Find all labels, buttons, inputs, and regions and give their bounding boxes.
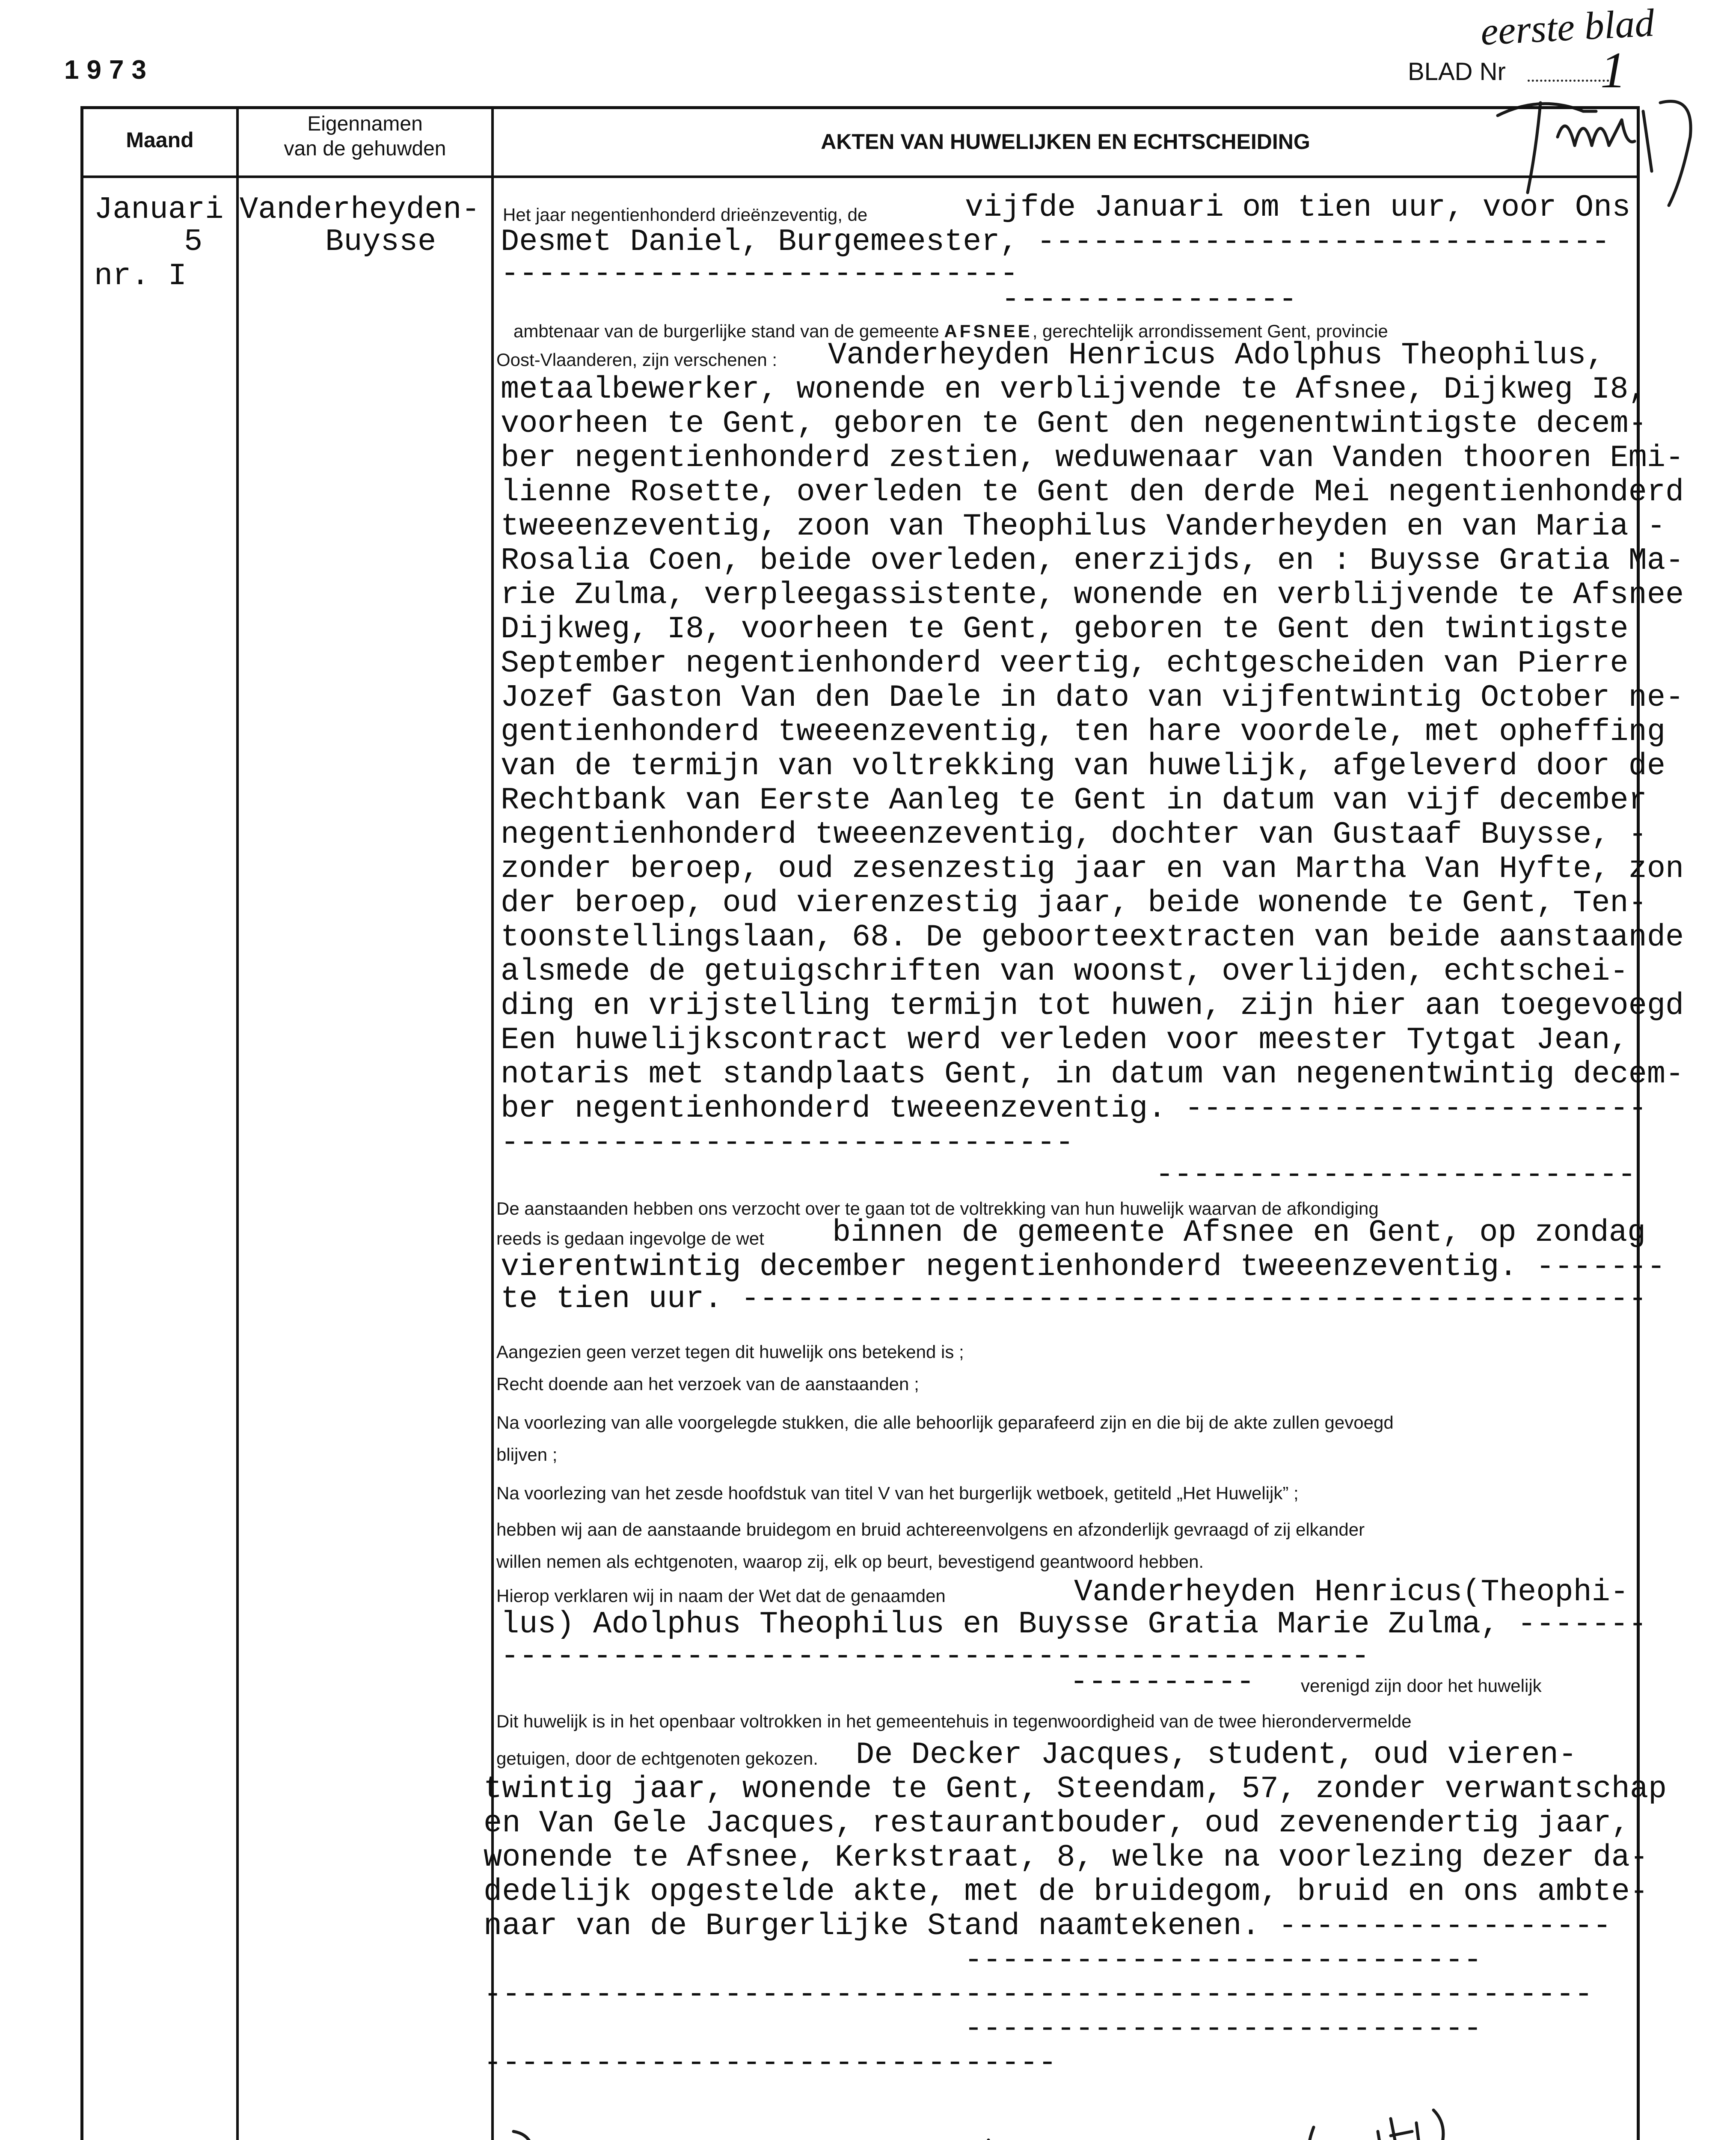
blad-label: BLAD Nr [1408, 58, 1506, 86]
signature-bride [907, 2123, 1147, 2140]
typed-body [501, 372, 1684, 1160]
municipality-name: AFSNEE [944, 321, 1033, 341]
typed-dashes-3: -------------------------- [1155, 1157, 1636, 1192]
printed-line-1: Het jaar negentienhonderd drieënzeventig, de [503, 205, 868, 225]
printed-line-12: willen nemen als echtgenoten, waarop zij, elk op beurt, bevestigend geantwoord hebben. [496, 1552, 1204, 1572]
month-value: Januari [94, 192, 224, 227]
printed-line-16: getuigen, door de echtgenoten gekozen. [496, 1748, 818, 1768]
signature-groom [475, 2119, 809, 2140]
body-line: ------------------------------- [501, 1125, 1074, 1160]
typed-dashes-2: ---------------- [1001, 282, 1297, 317]
header-divider [80, 175, 1640, 178]
body-line: wonende te Afsnee, Kerkstraat, 8, welke na voorlezing dezer da- [484, 1840, 1649, 1875]
body-line: negentienhonderd tweeenzeventig, dochter van Gustaaf Buysse, - [501, 817, 1647, 852]
body-line: zonder beroep, oud zesenzestig jaar en van Martha Van Hyfte, zon [501, 851, 1684, 886]
day-value: 5 [184, 224, 203, 259]
column-divider-1 [236, 106, 239, 2140]
typed-publication-2: vierentwintig december negentienhonderd tweeenzeventig. ------- [501, 1249, 1666, 1284]
printed-line-13: Hierop verklaren wij in naam der Wet dat de genaamden [496, 1586, 946, 1606]
header-maand: Maand [126, 128, 194, 152]
body-line: Dijkweg, I8, voorheen te Gent, geboren te Gent den twintigste [501, 612, 1629, 647]
body-line: toonstellingslaan, 68. De geboorteextracten van beide aanstaande [501, 920, 1684, 955]
printed-line-14: verenigd zijn door het huwelijk [1301, 1676, 1542, 1696]
typed-groom: Vanderheyden Henricus Adolphus Theophilus, [828, 338, 1605, 373]
typed-dashes-5: ---------- [1070, 1664, 1255, 1700]
typed-body-2 [484, 1772, 1667, 2080]
body-line: dedelijk opgestelde akte, met de bruidegom, bruid en ons ambte- [484, 1874, 1649, 1909]
printed-line-5: reeds is gedaan ingevolge de wet [496, 1228, 764, 1248]
body-line: van de termijn van voltrekking van huwelijk, afgeleverd door de [501, 749, 1666, 784]
printed-line-9: blijven ; [496, 1444, 558, 1465]
body-line: en Van Gele Jacques, restaurantbouder, oud zevenendertig jaar, [484, 1806, 1630, 1841]
typed-dashes-1: ---------------------------- [501, 256, 1018, 291]
body-line: metaalbewerker, wonende en verblijvende te Afsnee, Dijkweg I8, [501, 372, 1647, 407]
typed-mayor: Desmet Daniel, Burgemeester, ------------------------------- [501, 224, 1610, 259]
body-line: rie Zulma, verpleegassistente, wonende en verblijvende te Afsnee [501, 577, 1684, 612]
typed-witnesses: De Decker Jacques, student, oud vieren- [856, 1737, 1577, 1772]
spouse-names-1: Vanderheyden- [240, 192, 480, 227]
body-line: ------------------------------- [484, 2045, 1057, 2081]
header-akten: AKTEN VAN HUWELIJKEN EN ECHTSCHEIDING [821, 130, 1310, 154]
body-line: Rosalia Coen, beide overleden, enerzijds, en : Buysse Gratia Ma- [501, 543, 1684, 578]
body-line: September negentienhonderd veertig, echtgescheiden van Pierre [501, 646, 1629, 681]
body-line: Een huwelijkscontract werd verleden voor meester Tytgat Jean, [501, 1022, 1629, 1058]
body-line: alsmede de getuigschriften van woonst, overlijden, echtschei- [501, 954, 1629, 989]
body-line: ber negentienhonderd zestien, weduwenaar van Vanden thooren Emi- [501, 440, 1684, 476]
body-line: ber negentienhonderd tweeenzeventig. ------------------------- [501, 1091, 1647, 1126]
printed-line-2b: , gerechtelijk arrondissement Gent, provincie [1032, 321, 1388, 341]
typed-names: Vanderheyden Henricus(Theophi- [1074, 1575, 1629, 1610]
header-eigennamen-2: van de gehuwden [284, 137, 446, 160]
header-eigennamen: Eigennamen [307, 113, 423, 135]
body-line: tweeenzeventig, zoon van Theophilus Vanderheyden en van Maria - [501, 509, 1666, 544]
body-line: Rechtbank van Eerste Aanleg te Gent in datum van vijf december [501, 783, 1647, 818]
signature-witness-1 [1237, 2093, 1459, 2140]
body-line: ------------------------------------------------------------ [484, 1977, 1593, 2012]
year: 1973 [64, 55, 154, 85]
printed-line-7: Recht doende aan het verzoek van de aanstaanden ; [496, 1374, 919, 1394]
body-line: ding en vrijstelling termijn tot huwen, zijn hier aan toegevoegd [501, 988, 1684, 1023]
body-line: ---------------------------- [484, 2011, 1482, 2046]
body-line: twintig jaar, wonende te Gent, Steendam, 57, zonder verwantschap [484, 1771, 1667, 1807]
printed-line-3: Oost-Vlaanderen, zijn verschenen : [496, 350, 777, 370]
typed-publication-3: te tien uur. ------------------------------------------------- [501, 1281, 1647, 1317]
body-line: naar van de Burgerlijke Stand naamtekenen. ------------------ [484, 1908, 1611, 1944]
margin-note: eerste blad [1479, 0, 1656, 54]
printed-line-4: De aanstaanden hebben ons verzocht over te gaan tot de voltrekking van hun huwelijk waarvan de afkondiging [496, 1198, 1379, 1219]
typed-publication: binnen de gemeente Afsnee en Gent, op zondag [832, 1215, 1646, 1250]
spouse-names-2: Buysse [325, 224, 436, 259]
typed-names-2: lus) Adolphus Theophilus en Buysse Gratia Marie Zulma, ------- [501, 1607, 1647, 1642]
body-line: Jozef Gaston Van den Daele in dato van vijfentwintig October ne- [501, 680, 1684, 715]
printed-line-8: Na voorlezing van alle voorgelegde stukken, die alle behoorlijk geparafeerd zijn en die bij de akte zullen gevoegd [496, 1412, 1394, 1433]
blad-number: 1 [1600, 42, 1626, 98]
body-line: notaris met standplaats Gent, in datum van negenentwintig decem- [501, 1057, 1684, 1092]
body-line: gentienhonderd tweeenzeventig, ten hare voordele, met opheffing [501, 714, 1666, 749]
act-number: nr. I [94, 259, 187, 294]
typed-dashes-4: ----------------------------------------------- [501, 1639, 1370, 1674]
body-line: der beroep, oud vierenzestig jaar, beide wonende te Gent, Ten- [501, 886, 1647, 921]
body-line: voorheen te Gent, geboren te Gent den negenentwintigste decem- [501, 406, 1647, 441]
body-line: lienne Rosette, overleden te Gent den derde Mei negentienhonderd [501, 475, 1684, 510]
printed-line-15: Dit huwelijk is in het openbaar voltrokken in het gemeentehuis in tegenwoordigheid van de twee hierondervermelde [496, 1711, 1412, 1731]
printed-line-10: Na voorlezing van het zesde hoofdstuk van titel V van het burgerlijk wetboek, getiteld „Het Huwelijk” ; [496, 1483, 1299, 1503]
printed-line-2a: ambtenaar van de burgerlijke stand van de gemeente [513, 321, 939, 341]
printed-line-6: Aangezien geen verzet tegen dit huwelijk ons betekend is ; [496, 1342, 964, 1362]
body-line: ---------------------------- [484, 1943, 1482, 1978]
printed-line-11: hebben wij aan de aanstaande bruidegom en bruid achtereenvolgens en afzonderlijk gevraagd of zij elkander [496, 1519, 1365, 1540]
typed-date: vijfde Januari om tien uur, voor Ons [965, 190, 1631, 225]
